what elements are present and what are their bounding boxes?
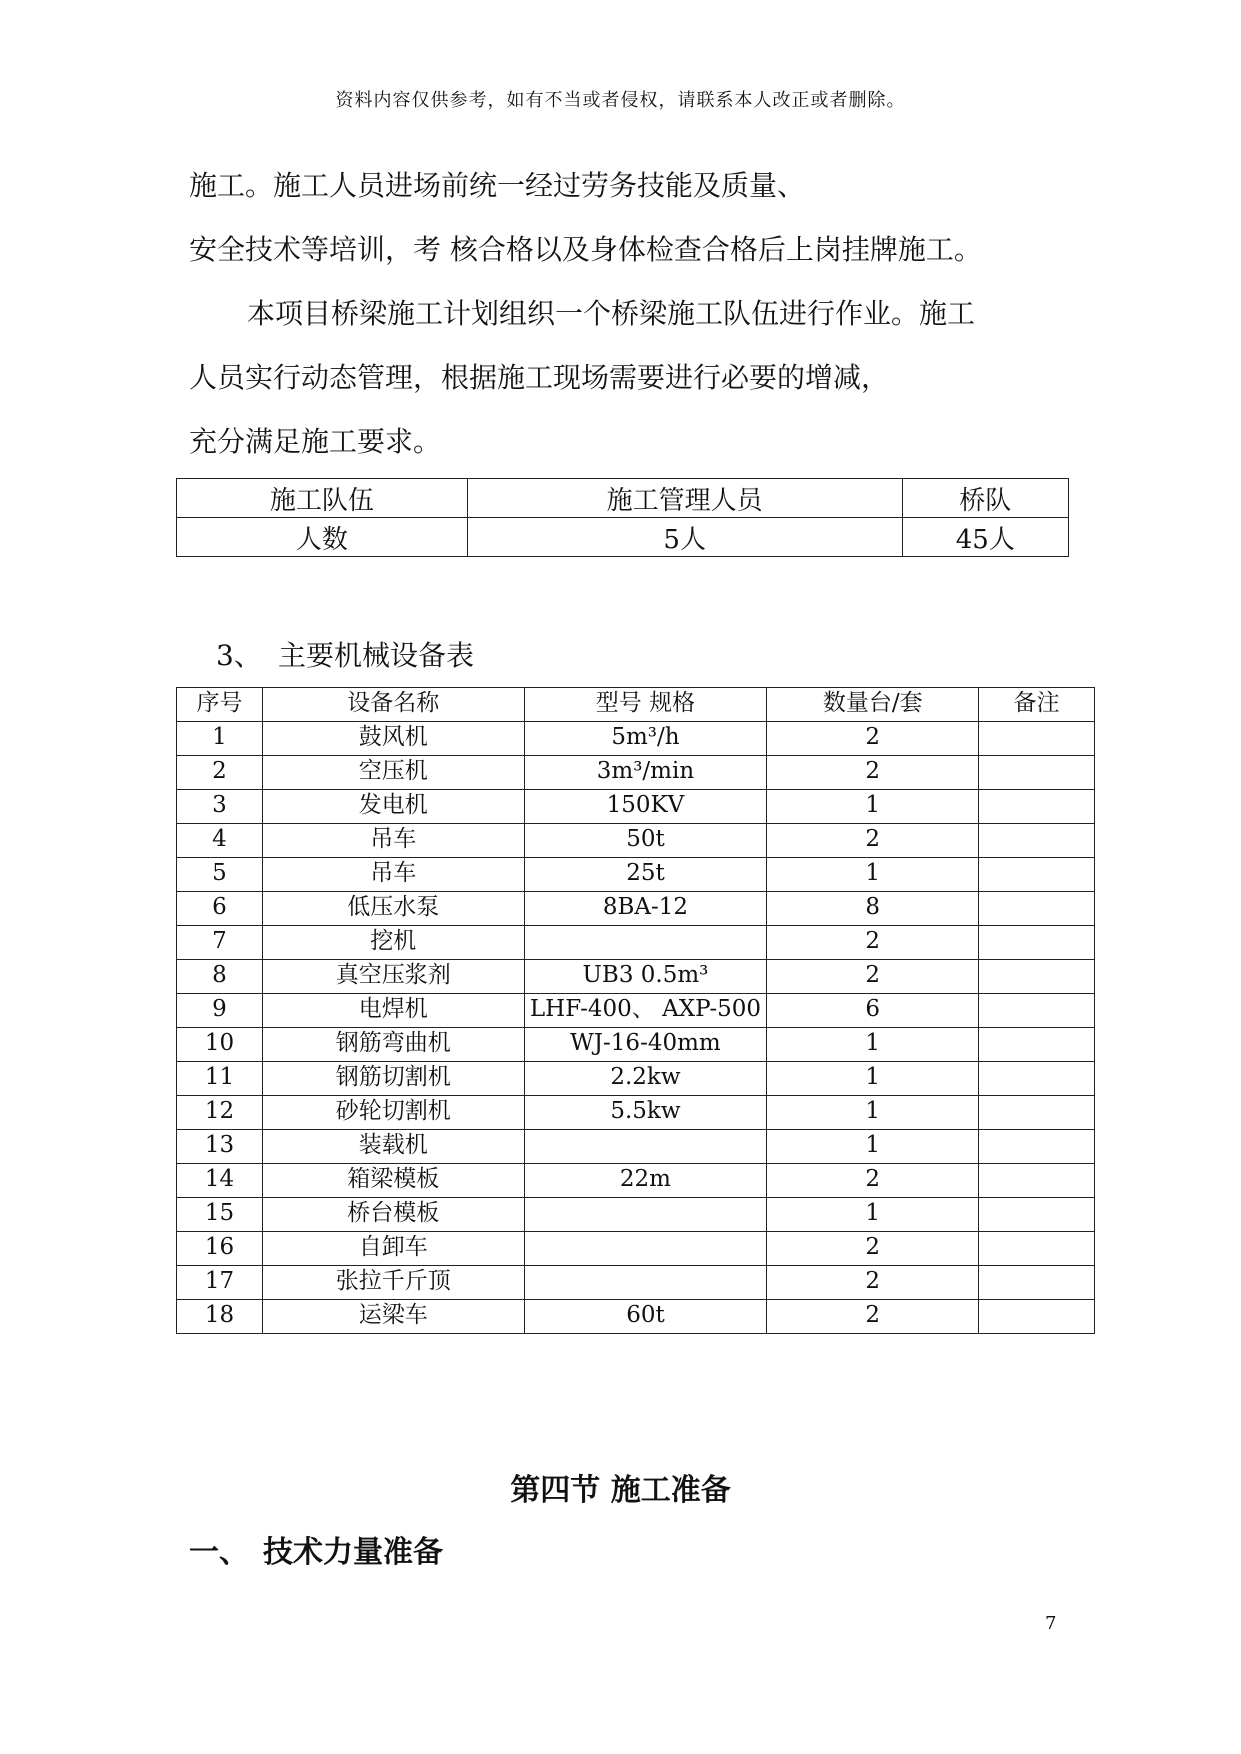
cell-qty: 1 (767, 858, 979, 892)
cell-name: 运梁车 (262, 1300, 524, 1334)
cell-qty: 2 (767, 1300, 979, 1334)
cell-spec: 25t (524, 858, 767, 892)
cell-spec (524, 926, 767, 960)
cell-remark (979, 1164, 1095, 1198)
cell-remark (979, 1130, 1095, 1164)
cell-name: 吊车 (262, 824, 524, 858)
cell-name: 鼓风机 (262, 722, 524, 756)
cell-spec: 50t (524, 824, 767, 858)
table-row (177, 892, 1095, 926)
table-row (177, 756, 1095, 790)
cell-remark (979, 1028, 1095, 1062)
cell-index: 6 (177, 892, 263, 926)
page-number: 7 (1045, 1613, 1057, 1634)
table-row (177, 1096, 1095, 1130)
cell-spec: 2.2kw (524, 1062, 767, 1096)
cell-remark (979, 1266, 1095, 1300)
cell-qty: 2 (767, 1164, 979, 1198)
cell-spec: WJ-16-40mm (524, 1028, 767, 1062)
cell-remark (979, 994, 1095, 1028)
cell-spec: UB3 0.5m³ (524, 960, 767, 994)
cell-index: 4 (177, 824, 263, 858)
cell-remark (979, 756, 1095, 790)
paragraph-line-3: 本项目桥梁施工计划组织一个桥梁施工队伍进行作业。施工 (247, 297, 976, 330)
cell-index: 1 (177, 722, 263, 756)
cell-name: 自卸车 (262, 1232, 524, 1266)
disclaimer-header: 资料内容仅供参考，如有不当或者侵权，请联系本人改正或者删除。 (335, 90, 906, 111)
table-row (177, 926, 1095, 960)
equipment-table (176, 687, 1095, 1334)
cell-index: 11 (177, 1062, 263, 1096)
cell-name: 箱梁模板 (262, 1164, 524, 1198)
cell-qty: 1 (767, 1028, 979, 1062)
cell-remark (979, 1062, 1095, 1096)
cell-remark (979, 1300, 1095, 1334)
cell-qty: 1 (767, 1198, 979, 1232)
cell-index: 14 (177, 1164, 263, 1198)
cell-index: 3 (177, 790, 263, 824)
cell-remark (979, 858, 1095, 892)
cell-qty: 2 (767, 1266, 979, 1300)
paragraph-line-4: 人员实行动态管理，根据施工现场需要进行必要的增减， (189, 361, 890, 394)
cell-qty: 1 (767, 790, 979, 824)
cell-name: 真空压浆剂 (262, 960, 524, 994)
cell-index: 12 (177, 1096, 263, 1130)
equipment-table-body (177, 722, 1095, 1334)
cell-spec (524, 1232, 767, 1266)
cell-index: 15 (177, 1198, 263, 1232)
cell-qty: 8 (767, 892, 979, 926)
cell-name: 吊车 (262, 858, 524, 892)
cell-name: 电焊机 (262, 994, 524, 1028)
table-row (177, 1266, 1095, 1300)
cell-name: 空压机 (262, 756, 524, 790)
section-3-title: 主要机械设备表 (278, 639, 475, 672)
table-row (177, 960, 1095, 994)
cell-index: 18 (177, 1300, 263, 1334)
table-row (177, 994, 1095, 1028)
paragraph-line-5: 充分满足施工要求。 (189, 425, 442, 458)
cell-remark (979, 1096, 1095, 1130)
table-row (177, 1300, 1095, 1334)
cell-remark (979, 1232, 1095, 1266)
table-row (177, 1198, 1095, 1232)
cell-remark (979, 790, 1095, 824)
cell-index: 8 (177, 960, 263, 994)
cell-name: 钢筋弯曲机 (262, 1028, 524, 1062)
equipment-header-row (177, 688, 1095, 722)
cell-spec: 60t (524, 1300, 767, 1334)
cell-remark (979, 722, 1095, 756)
cell-spec (524, 1130, 767, 1164)
header-cell-index: 序号 (177, 688, 263, 722)
cell-index: 10 (177, 1028, 263, 1062)
cell-name: 低压水泵 (262, 892, 524, 926)
cell-name: 钢筋切割机 (262, 1062, 524, 1096)
header-cell-name: 设备名称 (262, 688, 524, 722)
table-row (177, 722, 1095, 756)
cell-spec (524, 1198, 767, 1232)
cell-qty: 2 (767, 824, 979, 858)
section-title: 第四节 施工准备 (510, 1473, 731, 1508)
crew-header-cell: 桥队 (902, 479, 1068, 518)
table-row (177, 1028, 1095, 1062)
cell-spec: LHF-400、 AXP-500 (524, 994, 767, 1028)
table-row (177, 1130, 1095, 1164)
cell-remark (979, 926, 1095, 960)
header-cell-spec: 型号 规格 (524, 688, 767, 722)
cell-index: 17 (177, 1266, 263, 1300)
table-row (177, 790, 1095, 824)
cell-remark (979, 824, 1095, 858)
crew-cell: 人数 (177, 518, 468, 557)
cell-remark (979, 892, 1095, 926)
cell-qty: 2 (767, 960, 979, 994)
cell-name: 砂轮切割机 (262, 1096, 524, 1130)
cell-remark (979, 1198, 1095, 1232)
paragraph-line-1: 施工。施工人员进场前统一经过劳务技能及质量、 (189, 169, 806, 202)
cell-qty: 2 (767, 756, 979, 790)
cell-index: 2 (177, 756, 263, 790)
cell-remark (979, 960, 1095, 994)
table-row (177, 858, 1095, 892)
cell-qty: 2 (767, 926, 979, 960)
crew-header-cell: 施工队伍 (177, 479, 468, 518)
table-row (177, 1062, 1095, 1096)
table-row (177, 1164, 1095, 1198)
paragraph-line-2: 安全技术等培训，考 核合格以及身体检查合格后上岗挂牌施工。 (189, 233, 982, 266)
cell-name: 张拉千斤顶 (262, 1266, 524, 1300)
cell-name: 挖机 (262, 926, 524, 960)
table-row (177, 824, 1095, 858)
crew-data-row (177, 518, 1069, 557)
cell-qty: 1 (767, 1096, 979, 1130)
header-cell-qty: 数量台/套 (767, 688, 979, 722)
subsection-heading (189, 1527, 443, 1571)
cell-spec: 150KV (524, 790, 767, 824)
crew-header-cell: 施工管理人员 (467, 479, 902, 518)
crew-cell: 5人 (467, 518, 902, 557)
header-cell-remark: 备注 (979, 688, 1095, 722)
table-row (177, 1232, 1095, 1266)
cell-index: 13 (177, 1130, 263, 1164)
cell-name: 装载机 (262, 1130, 524, 1164)
cell-index: 16 (177, 1232, 263, 1266)
subsection-title: 技术力量准备 (263, 1535, 443, 1570)
section-3-number: 3、 (216, 639, 262, 672)
cell-qty: 1 (767, 1130, 979, 1164)
cell-spec: 5.5kw (524, 1096, 767, 1130)
cell-spec (524, 1266, 767, 1300)
crew-table (176, 478, 1069, 557)
cell-name: 发电机 (262, 790, 524, 824)
cell-index: 9 (177, 994, 263, 1028)
section-3-heading (216, 634, 474, 674)
cell-index: 5 (177, 858, 263, 892)
cell-qty: 2 (767, 1232, 979, 1266)
cell-name: 桥台模板 (262, 1198, 524, 1232)
cell-qty: 2 (767, 722, 979, 756)
cell-qty: 1 (767, 1062, 979, 1096)
cell-qty: 6 (767, 994, 979, 1028)
crew-header-row (177, 479, 1069, 518)
cell-spec: 3m³/min (524, 756, 767, 790)
cell-spec: 22m (524, 1164, 767, 1198)
cell-index: 7 (177, 926, 263, 960)
crew-cell: 45人 (902, 518, 1068, 557)
subsection-number: 一、 (189, 1535, 249, 1570)
cell-spec: 8BA-12 (524, 892, 767, 926)
cell-spec: 5m³/h (524, 722, 767, 756)
